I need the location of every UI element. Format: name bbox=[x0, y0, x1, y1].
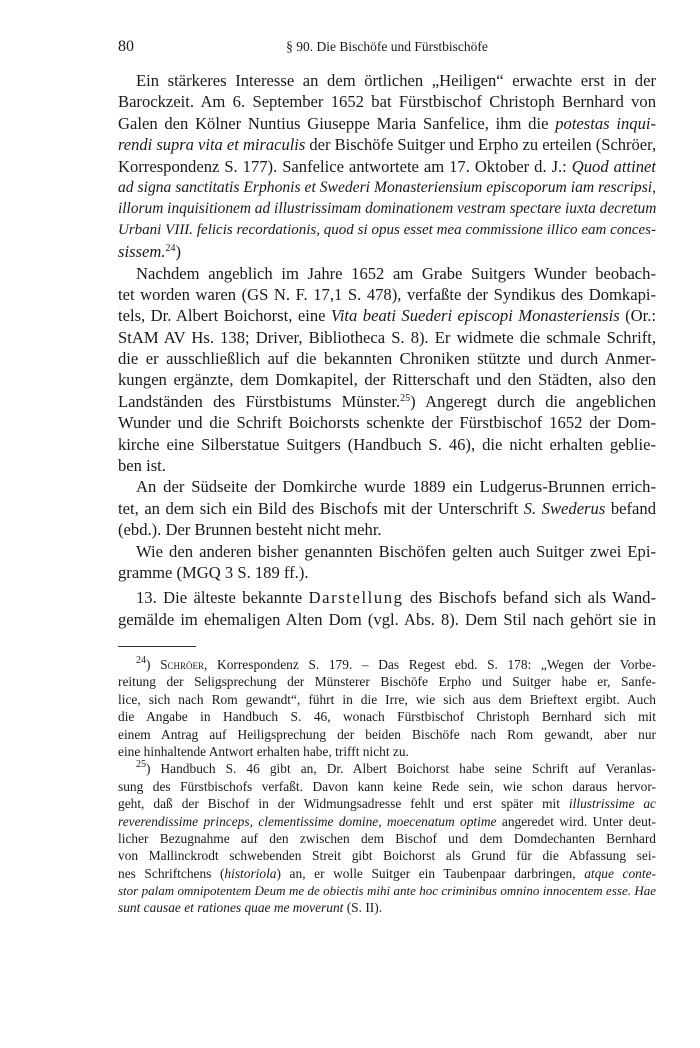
text-line: An der Südseite der Domkirche wurde 1889 ein Ludgerus-Brunnen errich- bbox=[136, 477, 656, 497]
main-text bbox=[118, 70, 656, 630]
text-line: Wie den anderen bisher genannten Bischöfen gelten auch Suitger zwei Epi- bbox=[136, 541, 656, 561]
footnote-line: sung des Fürstbischofs verfaßt. Davon kann keine Rede sein, wie schon daraus hervor- bbox=[118, 778, 656, 794]
text-line: sissem.$^{24}$) bbox=[118, 242, 182, 262]
text-line: ad signa sanctitatis Erphonis et Swederi Monasteriensium episcoporum iam rescripsi, bbox=[118, 178, 656, 196]
text-line: tet worden waren (GS N. F. 17,1 S. 478), verfaßte der Syndikus des Domkapi- bbox=[118, 284, 656, 304]
footnote-line: eine hinhaltende Antwort erhalten habe, trifft nicht zu. bbox=[118, 743, 409, 759]
text-line: kirche eine Silberstatue Suitgers (Handbuch S. 46), die nicht erhalten geblie- bbox=[118, 434, 656, 454]
text-line: Wunder und die Schrift Boichorsts schenkte der Fürstbischof 1652 der Dom- bbox=[118, 413, 656, 433]
footnote-rule bbox=[118, 646, 196, 647]
text-line: Ein stärkeres Interesse an dem örtlichen „Heiligen“ erwachte erst in der bbox=[136, 71, 656, 90]
footnote-line: geht, daß der Bischof in der Widmungsadresse fehlt und erst später mit illustrissime ac bbox=[118, 796, 656, 812]
text-line: die er ausschließlich auf die bekannten Chroniken stützte und durch Anmer- bbox=[118, 349, 656, 369]
text-line: Galen den Kölner Nuntius Giuseppe Maria Sanfelice, ihm die potestas inqui- bbox=[118, 113, 656, 133]
text-line: illorum inquisitionem ad illustrissimam dominationem vestram spectare iuxta decretum bbox=[118, 200, 656, 218]
text-line: 13. Die älteste bekannte Darstellung des Bischofs befand sich als Wand- bbox=[136, 588, 656, 608]
text-line: tet, an dem sich ein Bild des Bischofs mit der Unterschrift S. Swederus befand bbox=[118, 498, 656, 518]
footnote-line: die Angabe in Handbuch S. 46, wonach Fürstbischof Christoph Bernhard sich mit bbox=[118, 709, 656, 725]
text-line: tels, Dr. Albert Boichorst, eine Vita beati Suederi episcopi Monasteriensis (Or.: bbox=[118, 306, 656, 326]
footnote-line: $^{24}$) Schröer, Korrespondenz S. 179. – Das Regest ebd. S. 178: „Wegen der Vorbe- bbox=[136, 656, 656, 672]
text-line: rendi supra vita et miraculis der Bischöfe Suitger und Erpho zu erteilen (Schröer, bbox=[118, 135, 656, 155]
text-line: Barockzeit. Am 6. September 1652 bat Fürstbischof Christoph Bernhard von bbox=[118, 92, 656, 112]
running-title: § 90. Die Bischöfe und Fürstbischöfe bbox=[286, 39, 488, 54]
footnote-ref: 25 bbox=[400, 392, 411, 404]
text-line: StAM AV Hs. 138; Driver, Bibliotheca S. 8). Er widmete die schmale Schrift, bbox=[118, 327, 656, 347]
text-line: gemälde im ehemaligen Alten Dom (vgl. Abs. 8). Dem Stil nach gehört sie in bbox=[118, 609, 656, 629]
footnotes bbox=[118, 656, 656, 917]
footnote-line: von Mallinckrodt schwebenden Streit gibt Boichorst als Grund für die Abfassung sei- bbox=[118, 848, 656, 864]
text-line: Landständen des Fürstbistums Münster.$^{25}$) Angeregt durch die angeblichen bbox=[118, 391, 656, 411]
footnote-line: nes Schriftchens (historiola) an, er wolle Suitger ein Taubenpaar darbringen, atque conte- bbox=[118, 865, 656, 881]
footnote-line: reverendissime princeps, clementissime domine, moecenatum optime angeredet wird. Unter deut- bbox=[118, 813, 656, 829]
footnote-line: sunt causae et rationes quae me moverunt (S. II). bbox=[118, 900, 383, 916]
text-line: Korrespondenz S. 177). Sanfelice antwortete am 17. Oktober d. J.: Quod attinet bbox=[118, 156, 656, 176]
footnote-line: reitung der Seligsprechung der Münsterer Bischöfe Erpho und Suitger habe er, Sanfe- bbox=[118, 674, 656, 690]
text-line: kungen ergänzte, dem Domkapitel, der Ritterschaft und den Städten, also den bbox=[118, 370, 656, 390]
footnote-line: licher Bezugnahme auf den zwischen dem Bischof und dem Domdechanten Bernhard bbox=[118, 830, 656, 846]
text-line: (ebd.). Der Brunnen besteht nicht mehr. bbox=[118, 520, 382, 540]
footnote-line: $^{25}$) Handbuch S. 46 gibt an, Dr. Albert Boichorst habe seine Schrift auf Veranlas- bbox=[136, 760, 656, 777]
running-head bbox=[118, 38, 656, 58]
text-line: gramme (MGQ 3 S. 189 ff.). bbox=[118, 562, 309, 582]
footnote-ref: 24 bbox=[165, 243, 176, 255]
text-line: Nachdem angeblich im Jahre 1652 am Grabe Suitgers Wunder beobach- bbox=[136, 263, 656, 283]
footnote-line: einem Antrag auf Heiligsprechung der beiden Bischöfe nach Rom gewandt, aber nur bbox=[118, 726, 656, 742]
page-number: 80 bbox=[118, 38, 134, 55]
footnote-line: stor palam omnipotentem Deum me de obiectis mihi ante hoc criminibus omnino innocentem esse. Hae bbox=[118, 883, 656, 899]
text-line: ben ist. bbox=[118, 456, 166, 476]
text-line: Urbani VIII. felicis recordationis, quod si opus esset mea commissione illico eam conces- bbox=[118, 221, 656, 238]
footnote-line: lice, sich nach Rom gewandt“, führt in die Irre, wie sich aus dem Brieftext ergibt. Auch bbox=[118, 691, 656, 707]
